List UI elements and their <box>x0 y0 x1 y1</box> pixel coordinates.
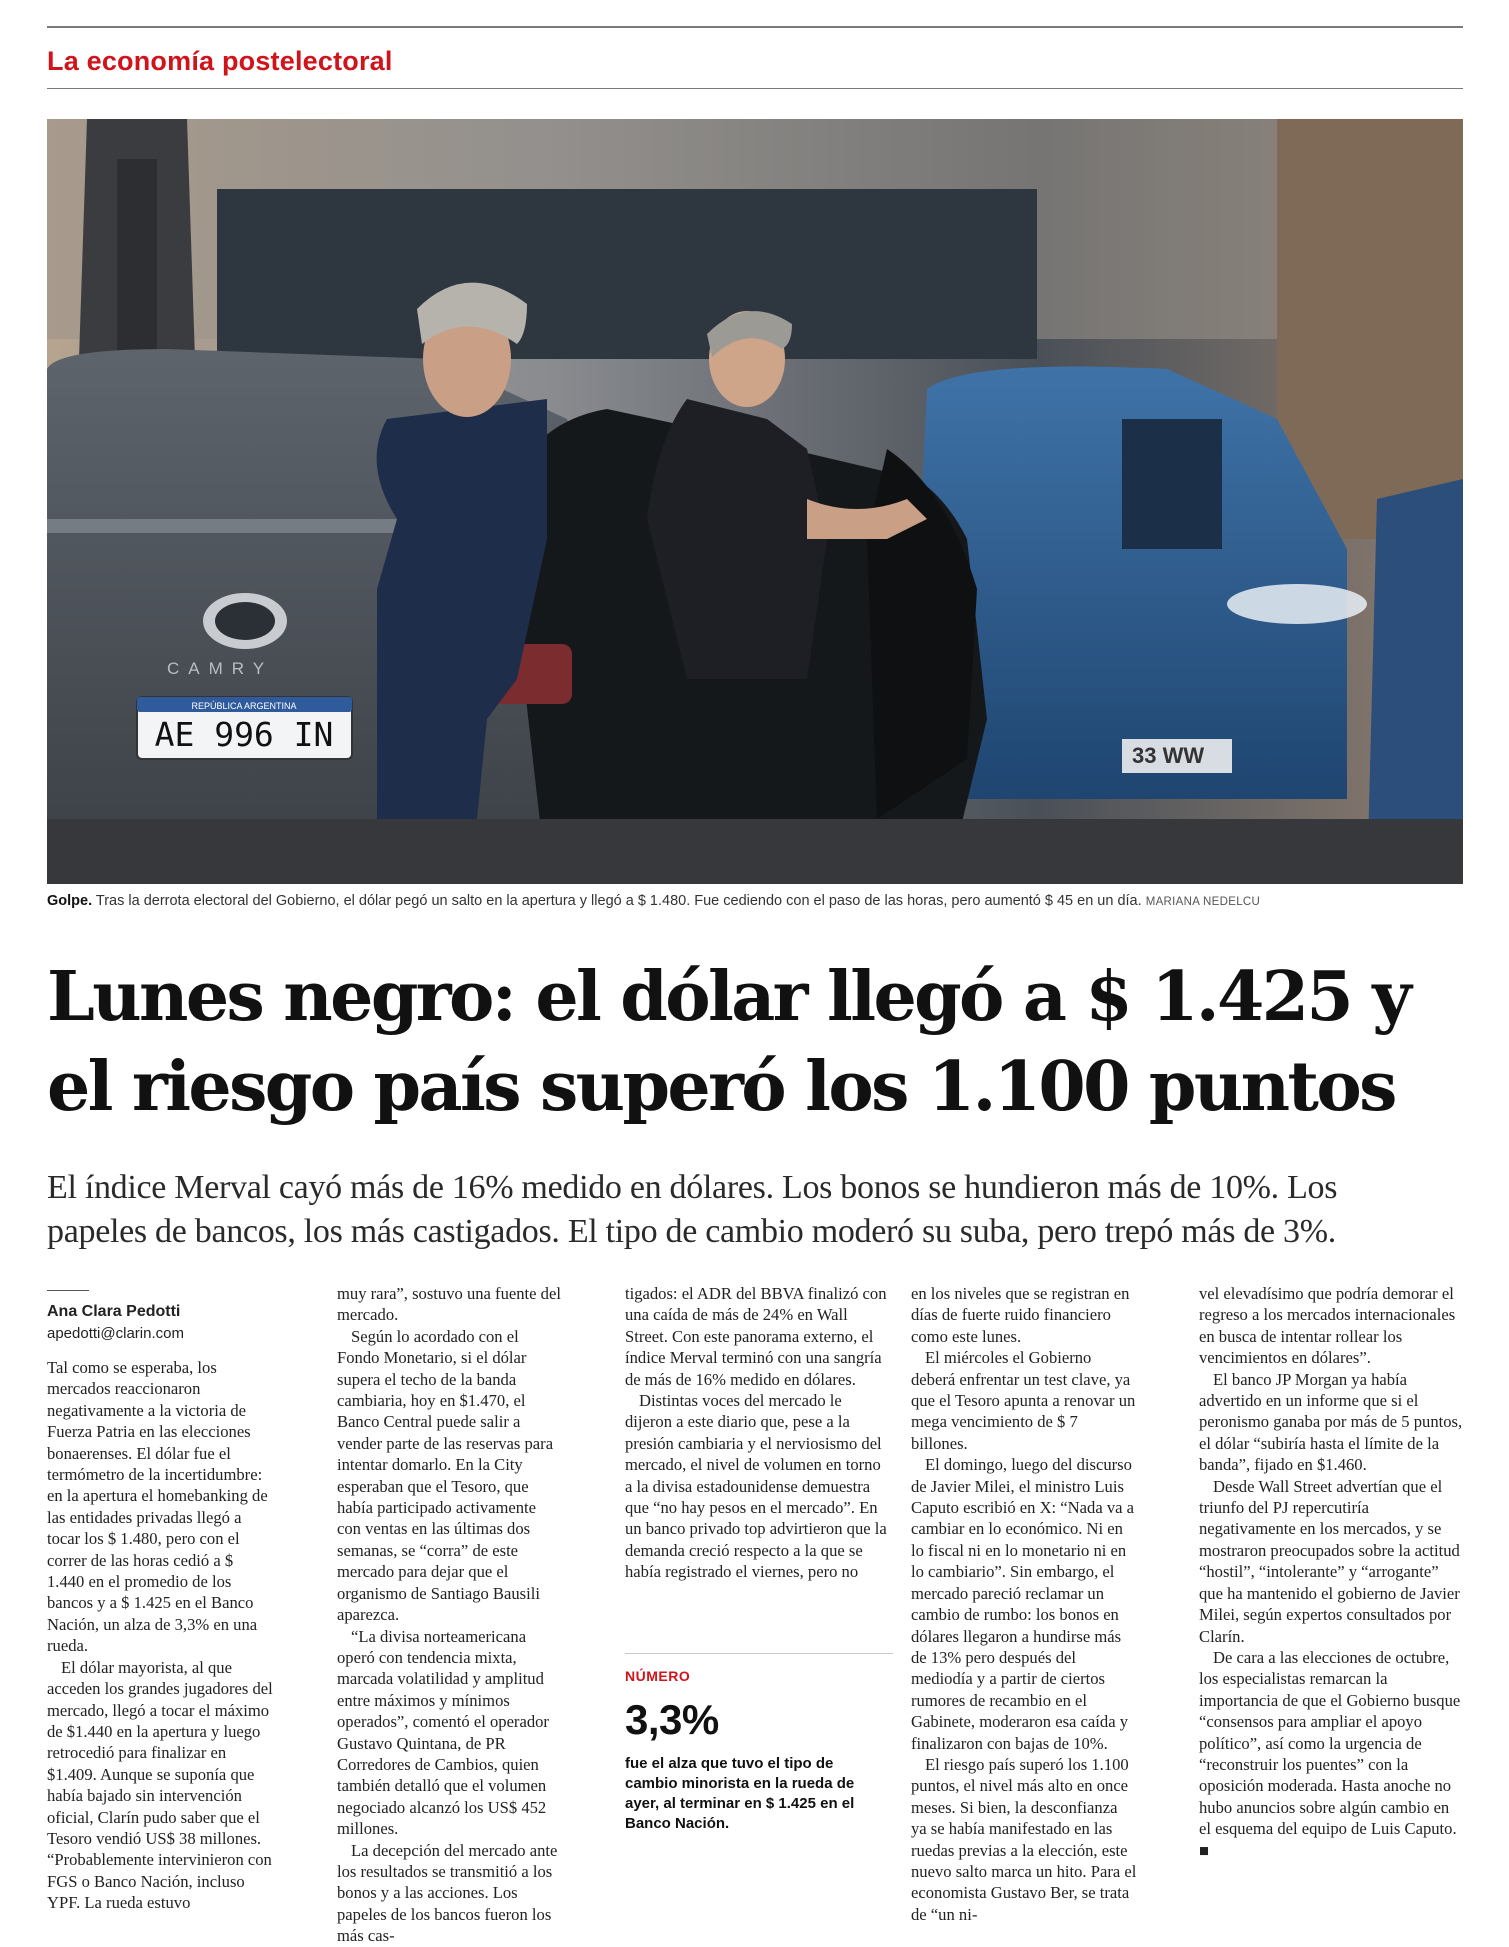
paragraph: El riesgo país superó los 1.100 puntos, el nivel más alto en once meses. Si bien, la desconfianza ya se había manifestado en las ruedas previas a la elección, este nuevo salto marca un hito. Para el economista Gustavo Ber, se trata de “un ni- <box>911 1754 1137 1924</box>
plate-country: REPÚBLICA ARGENTINA <box>191 701 297 711</box>
paragraph: en los niveles que se registran en días de fuerte ruido financiero como este lunes. <box>911 1284 1130 1346</box>
deck-line-2: papeles de bancos, los más castigados. El tipo de cambio moderó su suba, pero trepó más de 3%. <box>47 1213 1336 1250</box>
plate: AE 996 IN <box>154 715 334 754</box>
column-4 <box>911 1283 1137 1925</box>
byline-email[interactable]: apedotti@clarin.com <box>47 1325 184 1342</box>
paragraph: El miércoles el Gobierno deberá enfrentar un test clave, ya que el Tesoro apunta a renovar un mega vencimiento de $ 7 billones. <box>911 1348 1136 1453</box>
photo-caption <box>47 893 1467 909</box>
photo-credit: MARIANA NEDELCU <box>1145 896 1261 908</box>
paragraph: El domingo, luego del discurso de Javier Milei, el ministro Luis Caputo escribió en X: “Nada va a cambiar en lo económico. Ni en lo fiscal ni en lo monetario ni en lo cambiario”. Sin embargo, el mercado pareció reclamar un cambio de rumbo: los bonos en dólares llegaron a hundirse más de 13% pero después del mediodía y a partir de ciertos rumores de recambio en el Gabinete, moderaron esa caída y finalizaron con bajas de 10%. <box>911 1455 1135 1753</box>
headline-line-1: Lunes negro: el dólar llegó a $ 1.425 y <box>47 957 1410 1037</box>
number-label: NÚMERO <box>625 1668 691 1684</box>
caption-lead: Golpe. <box>47 893 93 909</box>
column-2 <box>337 1283 563 1947</box>
paragraph: muy rara”, sostuvo una fuente del mercado. <box>337 1284 561 1325</box>
column-5 <box>1199 1283 1463 1861</box>
byline-rule <box>47 1290 89 1291</box>
paragraph: Desde Wall Street advertían que el triunfo del PJ repercutiría negativamente en los mercados, y se mostraron preocupados sobre la actitud “hostil”, “intolerante” y “arrogante” que ha mantenido el gobierno de Javier Milei, según expertos consultados por Clarín. <box>1199 1476 1460 1646</box>
photo-illustration <box>47 119 1463 884</box>
top-rule <box>47 26 1463 28</box>
number-text: fue el alza que tuvo el tipo de cambio minorista en la rueda de ayer, al terminar en $ 1.425 en el Banco Nación. <box>625 1755 855 1832</box>
section-rule <box>47 88 1463 89</box>
paragraph: La decepción del mercado ante los resultados se transmitió a los bonos y a las acciones. Los papeles de los bancos fueron los más cas- <box>337 1840 558 1946</box>
number-value: 3,3% <box>625 1696 719 1743</box>
paragraph: Según lo acordado con el Fondo Monetario, si el dólar supera el techo de la banda cambiaria, hoy en $1.470, el Banco Central puede salir a vender parte de las reservas para intentar domarlo. En la City esperaban que el Tesoro, que había participado activamente con ventas en las últimas dos semanas, se “corra” de este mercado para dejar que el organismo de Santiago Bausili aparezca. <box>337 1326 554 1625</box>
number-rule <box>625 1653 893 1654</box>
headline <box>47 952 1467 1132</box>
paragraph: vel elevadísimo que podría demorar el regreso a los mercados internacionales en busca de intentar rollear los vencimientos en dólares”. <box>1199 1284 1456 1368</box>
headline-line-2: el riesgo país superó los 1.100 puntos <box>47 1047 1395 1127</box>
paragraph: El banco JP Morgan ya había advertido en un informe que si el peronismo ganaba por más de 5 puntos, el dólar “subiría hasta el límite de la banda”, fijado en $1.460. <box>1199 1369 1463 1475</box>
deck-line-1: El índice Merval cayó más de 16% medido en dólares. Los bonos se hundieron más de 10%. Los <box>47 1169 1338 1206</box>
column-1 <box>47 1283 273 1914</box>
column-3 <box>625 1283 887 1583</box>
plate2: 33 WW <box>1132 743 1205 768</box>
paragraph: Tal como se esperaba, los mercados reaccionaron negativamente a la victoria de Fuerza Patria en las elecciones bonaerenses. El dólar fue el termómetro de la incertidumbre: en la apertura el homebanking de las entidades privadas llegó a tocar los $ 1.480, pero con el correr de las horas cedió a $ 1.440 en el promedio de los bancos y a $ 1.425 en el Banco Nación, un alza de 3,3% en una rueda. <box>47 1358 268 1656</box>
section-label[interactable]: La economía postelectoral <box>47 46 393 76</box>
caption-text: Tras la derrota electoral del Gobierno, el dólar pegó un salto en la apertura y llegó a $ 1.480. Fue cediendo con el paso de las horas, pero aumentó $ 45 en un día. <box>92 893 1142 909</box>
car-badge: CAMRY <box>167 659 274 678</box>
paragraph: “La divisa norteamericana operó con tendencia mixta, marcada volatilidad y amplitud entre máximos y mínimos operados”, comentó el operador Gustavo Quintana, de PR Corredores de Cambios, quien también detalló que el volumen negociado alcanzó los US$ 452 millones. <box>337 1626 549 1839</box>
lead-photo <box>47 119 1463 884</box>
deck <box>47 1166 1467 1254</box>
byline-author: Ana Clara Pedotti <box>47 1303 181 1320</box>
number-box <box>625 1653 893 1834</box>
paragraph: tigados: el ADR del BBVA finalizó con una caída de más de 24% en Wall Street. Con este panorama externo, el índice Merval terminó con una sangría de más de 16% medido en dólares. <box>625 1284 887 1389</box>
paragraph: Distintas voces del mercado le dijeron a este diario que, pese a la presión cambiaria y el nerviosismo del mercado, el nivel de volumen en torno a la divisa estadounidense demuestra que “no hay pesos en el mercado”. En un banco privado top advirtieron que la demanda creció respecto a la que se había registrado el viernes, pero no <box>625 1391 887 1582</box>
paragraph: El dólar mayorista, al que acceden los grandes jugadores del mercado, llegó a tocar el máximo de $1.440 en la apertura y luego retrocedió para finalizar en $1.409. Aunque se suponía que había bajado sin intervención oficial, Clarín pudo saber que el Tesoro vendió US$ 38 millones. “Probablemente intervinieron con FGS o Banco Nación, incluso YPF. La rueda estuvo <box>47 1657 273 1913</box>
paragraph: De cara a las elecciones de octubre, los especialistas remarcan la importancia de que el Gobierno busque “consensos para ampliar el apoyo político”, así como la urgencia de “reconstruir los puentes” con la oposición moderada. Hasta anoche no hubo anuncios sobre algún cambio en el esquema del equipo de Luis Caputo. ■ <box>1199 1647 1461 1860</box>
